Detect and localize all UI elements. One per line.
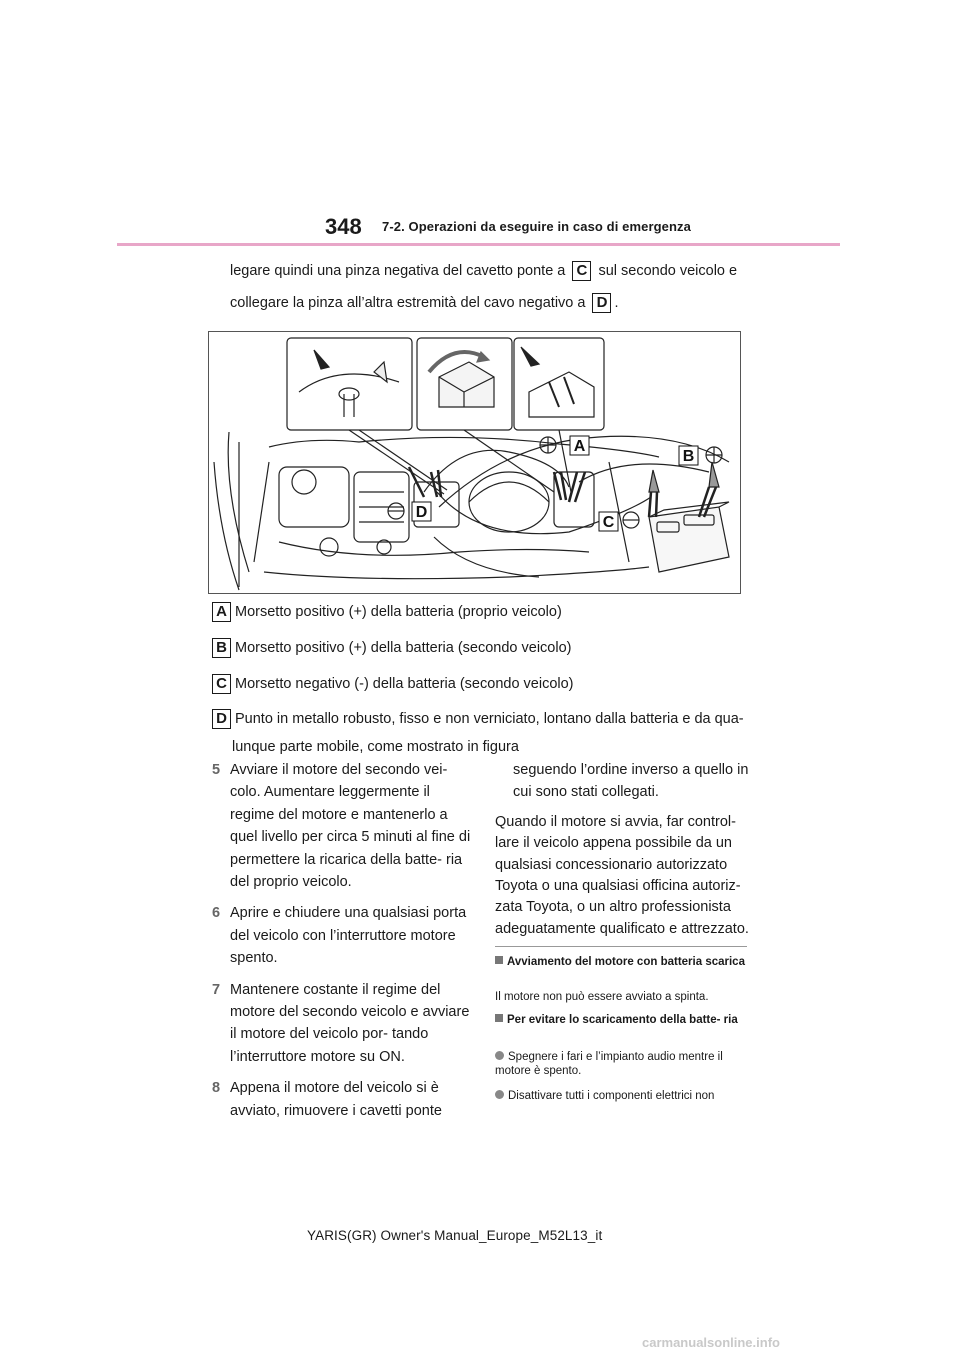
intro-line-2-post: . — [614, 295, 619, 311]
figure-label-b: B — [682, 448, 695, 465]
intro-line-2-pre: collegare la pinza all’altra estremità del cavo negativo a — [230, 295, 586, 311]
legend-key-d: D — [212, 709, 231, 729]
legend-item-c — [212, 673, 574, 695]
figure-label-a: A — [573, 438, 586, 455]
legend-key-a: A — [212, 602, 231, 622]
right-column — [495, 759, 755, 940]
figure-label-d: D — [415, 504, 428, 521]
section-title: 7-2. Operazioni da eseguire in caso di emergenza — [382, 219, 691, 234]
intro-line-1-pre: legare quindi una pinza negativa del cavetto ponte a — [230, 263, 566, 279]
intro-line-1 — [230, 260, 737, 282]
engine-bay-figure — [208, 331, 741, 594]
watermark: carmanualsonline.info — [642, 1335, 780, 1350]
note-bullet-1-text: Spegnere i fari e l’impianto audio mentre il motore è spento. — [495, 1051, 723, 1077]
jump-start-illustration — [209, 332, 740, 593]
label-box-c: C — [572, 261, 591, 281]
note-heading-1-text: Avviamento del motore con batteria scarica — [507, 956, 745, 968]
step-7 — [212, 979, 472, 1069]
step-text: Mantenere costante il regime del motore del secondo veicolo e avviare il motore del veicolo por- tando l’interruttore motore su ON. — [230, 981, 470, 1065]
legend-item-d — [212, 708, 744, 730]
step-6 — [212, 902, 472, 969]
legend-key-c: C — [212, 674, 231, 694]
note-bullet-1 — [495, 1050, 747, 1078]
legend-key-b: B — [212, 638, 231, 658]
step-text: Appena il motore del veicolo si è avviato, rimuovere i cavetti ponte — [230, 1080, 442, 1119]
step-8-continuation: seguendo l’ordine inverso a quello in cui sono stati collegati. — [513, 762, 749, 801]
footer-text: YARIS(GR) Owner's Manual_Europe_M52L13_it — [307, 1228, 603, 1243]
legend-text-b: Morsetto positivo (+) della batteria (secondo veicolo) — [235, 640, 572, 656]
legend-item-b — [212, 637, 571, 659]
step-text: Aprire e chiudere una qualsiasi porta del veicolo con l’interruttore motore spento. — [230, 905, 467, 967]
square-bullet-icon — [495, 956, 503, 964]
notes-divider — [495, 946, 747, 947]
service-paragraph: Quando il motore si avvia, far control- lare il veicolo appena possibile da un qualsiasi concessionario autorizzato Toyota o una qualsiasi officina autoriz- zata Toyota, o un altro professionista adeguatamente qualificato e attrezzato. — [495, 813, 749, 937]
intro-line-2 — [230, 292, 619, 314]
intro-line-1-post: sul secondo veicolo e — [598, 263, 738, 279]
note-bullet-2-text: Disattivare tutti i componenti elettrici non — [508, 1090, 715, 1102]
legend-text-a: Morsetto positivo (+) della batteria (proprio veicolo) — [235, 604, 562, 620]
legend-text-c: Morsetto negativo (-) della batteria (secondo veicolo) — [235, 676, 574, 692]
note-heading-2 — [495, 1013, 747, 1027]
figure-label-c: C — [602, 514, 615, 531]
step-number: 8 — [212, 1080, 221, 1097]
note-text-1: Il motore non può essere avviato a spinta. — [495, 991, 709, 1003]
note-bullet-2 — [495, 1089, 747, 1103]
legend-item-a — [212, 601, 562, 623]
step-5 — [212, 759, 472, 893]
note-heading-1 — [495, 955, 747, 969]
step-number: 5 — [212, 762, 221, 778]
round-bullet-icon — [495, 1051, 504, 1060]
square-bullet-icon — [495, 1014, 503, 1022]
step-text: Avviare il motore del secondo vei- colo. Aumentare leggermente il regime del motore e mantenerlo a quel livello per circa 5 minuti al fine di permettere la ricarica della batte- ria del proprio veicolo. — [230, 762, 471, 891]
header-divider — [117, 243, 840, 246]
step-8 — [212, 1077, 472, 1122]
label-box-d: D — [592, 293, 611, 313]
round-bullet-icon — [495, 1090, 504, 1099]
step-number: 6 — [212, 905, 221, 922]
legend-text-d: Punto in metallo robusto, fisso e non verniciato, lontano dalla batteria e da qua- — [235, 711, 744, 727]
note-heading-2-text: Per evitare lo scaricamento della batte- ria — [507, 1014, 738, 1026]
page-number: 348 — [325, 214, 362, 239]
step-number: 7 — [212, 981, 221, 998]
steps-column — [212, 759, 472, 1131]
legend-text-d-cont: lunque parte mobile, come mostrato in figura — [232, 739, 519, 755]
